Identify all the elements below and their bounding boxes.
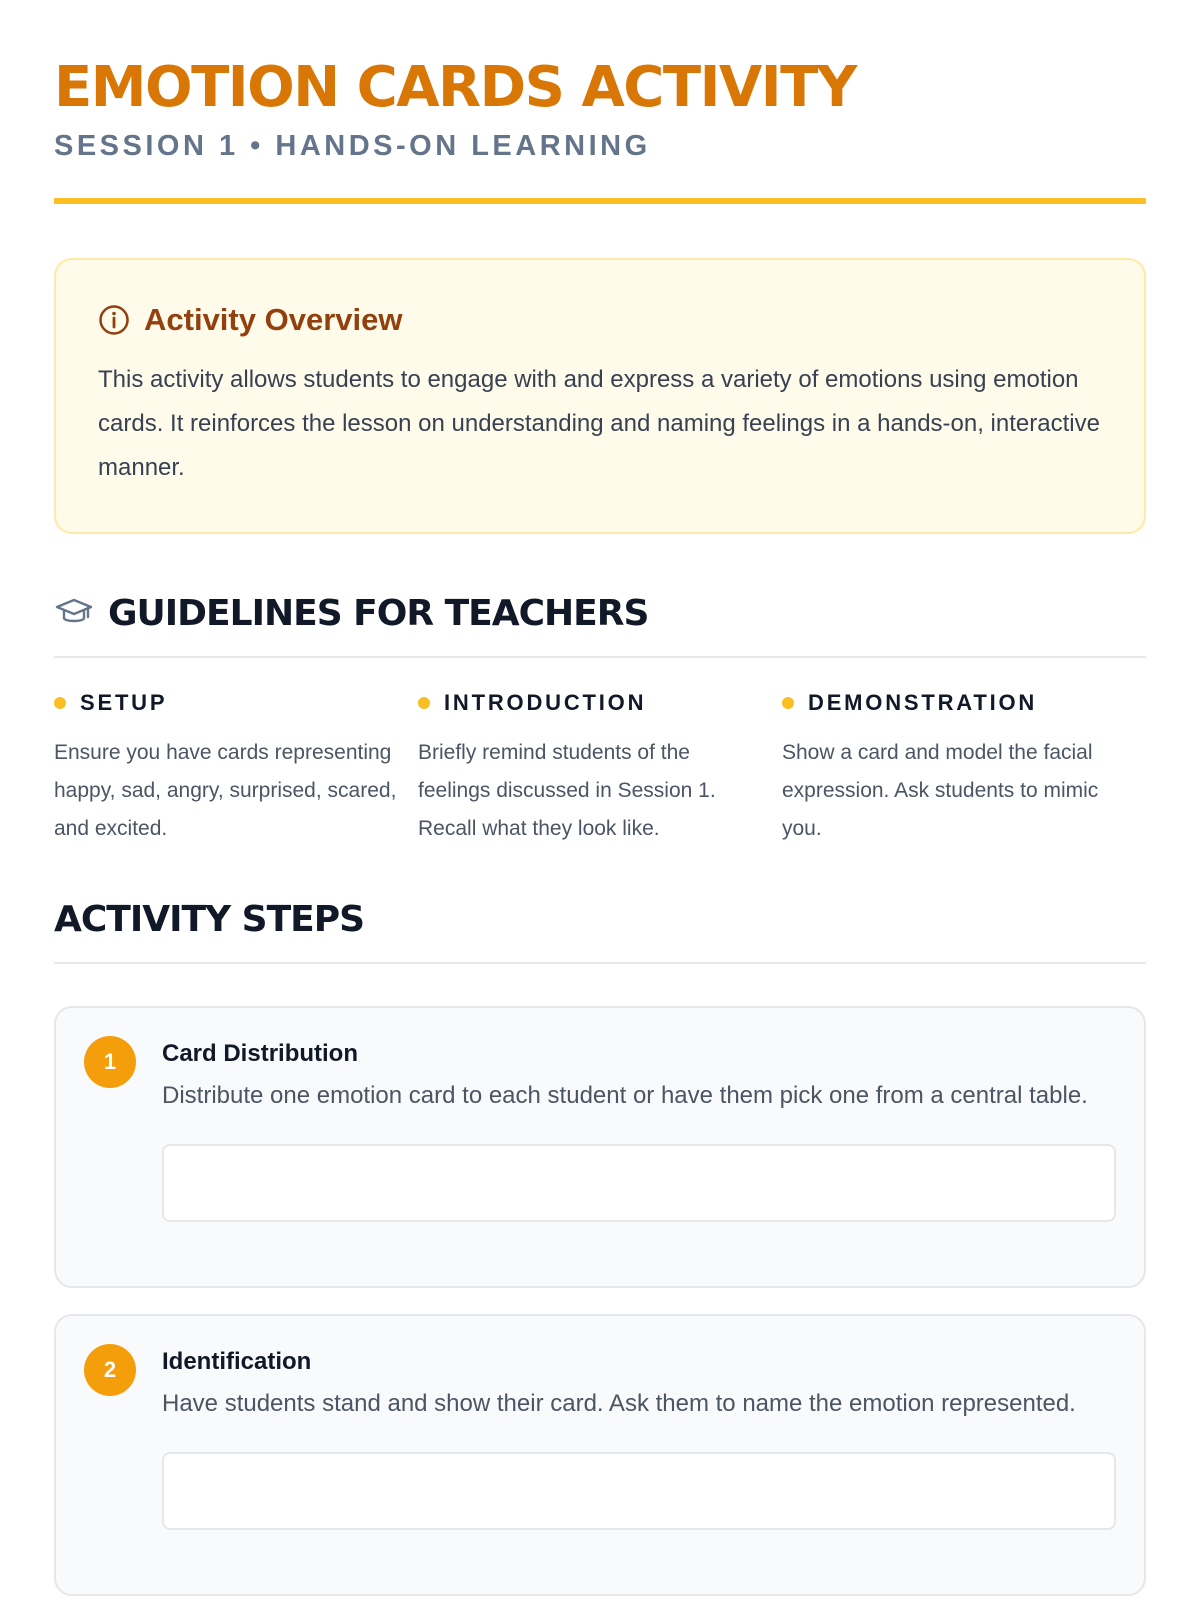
guideline-heading — [782, 690, 1146, 716]
steps-divider — [54, 962, 1146, 964]
step-card-1 — [54, 1006, 1146, 1288]
overview-title: Activity Overview — [144, 302, 403, 337]
step-response-input[interactable] — [162, 1452, 1116, 1530]
overview-header — [98, 302, 1102, 338]
step-card-2 — [54, 1314, 1146, 1596]
bullet-dot-icon — [418, 697, 430, 709]
step-description: Distribute one emotion card to each student or have them pick one from a central table. — [162, 1082, 1088, 1109]
guideline-title: SETUP — [80, 690, 168, 715]
guideline-heading — [418, 690, 782, 716]
guideline-title: INTRODUCTION — [444, 690, 647, 715]
guideline-title: DEMONSTRATION — [808, 690, 1038, 715]
step-title: Identification — [162, 1348, 312, 1375]
guideline-setup — [54, 690, 418, 848]
header-divider — [54, 198, 1146, 204]
bullet-dot-icon — [54, 697, 66, 709]
guidelines-header — [54, 592, 1146, 636]
graduation-cap-icon — [54, 595, 94, 634]
guidelines-divider — [54, 656, 1146, 658]
step-content — [162, 1346, 1116, 1530]
guidelines-title: GUIDELINES FOR TEACHERS — [108, 593, 649, 634]
step-content — [162, 1038, 1116, 1222]
guideline-text: Ensure you have cards representing happy, sad, angry, surprised, scared, and excited. — [54, 741, 397, 840]
guideline-text: Show a card and model the facial expression. Ask students to mimic you. — [782, 741, 1099, 840]
steps-header — [54, 898, 1146, 942]
page-title: EMOTION CARDS ACTIVITY — [54, 55, 856, 120]
guideline-heading — [54, 690, 418, 716]
activity-overview-card — [54, 258, 1146, 534]
page-subtitle: SESSION 1 • HANDS-ON LEARNING — [54, 130, 651, 162]
step-number-badge: 1 — [84, 1036, 136, 1088]
guideline-text: Briefly remind students of the feelings discussed in Session 1. Recall what they look like. — [418, 741, 716, 840]
step-response-input[interactable] — [162, 1144, 1116, 1222]
bullet-dot-icon — [782, 697, 794, 709]
step-title: Card Distribution — [162, 1040, 358, 1067]
step-description: Have students stand and show their card. Ask them to name the emotion represented. — [162, 1390, 1076, 1417]
info-icon — [98, 304, 130, 336]
guideline-demonstration — [782, 690, 1146, 848]
guideline-introduction — [418, 690, 782, 848]
overview-description: This activity allows students to engage with and express a variety of emotions using emotion cards. It reinforces the lesson on understanding and naming feelings in a hands-on, interactive manner. — [98, 366, 1100, 481]
step-number-badge: 2 — [84, 1344, 136, 1396]
steps-title: ACTIVITY STEPS — [54, 899, 365, 940]
guidelines-columns — [54, 690, 1146, 848]
